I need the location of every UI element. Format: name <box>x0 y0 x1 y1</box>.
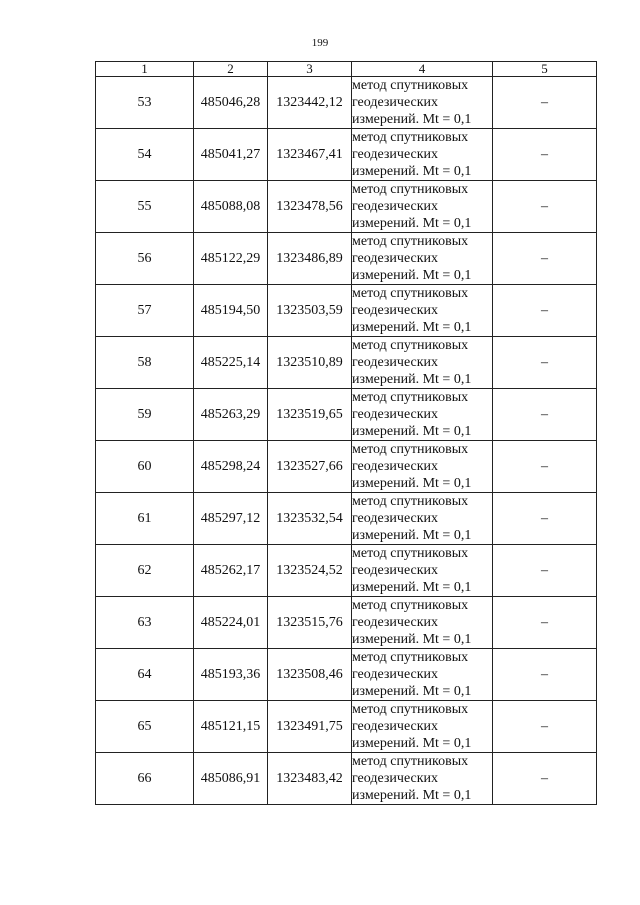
column-header-5: 5 <box>493 62 597 77</box>
y-coordinate-cell: 1323524,52 <box>268 545 352 597</box>
method-line: метод спутниковых <box>352 78 469 93</box>
method-line: измерений. Mt = 0,1 <box>352 788 472 803</box>
y-coordinate-cell: 1323503,59 <box>268 285 352 337</box>
coordinates-table <box>95 61 597 805</box>
method-line: метод спутниковых <box>352 442 469 457</box>
note-cell: – <box>493 753 597 805</box>
x-coordinate-cell: 485297,12 <box>194 493 268 545</box>
note-cell: – <box>493 129 597 181</box>
note-cell: – <box>493 285 597 337</box>
table-row <box>96 545 597 597</box>
table-row <box>96 753 597 805</box>
column-header-1: 1 <box>96 62 194 77</box>
table-body <box>96 77 597 805</box>
point-number-cell: 53 <box>96 77 194 129</box>
y-coordinate-cell: 1323508,46 <box>268 649 352 701</box>
page-number: 199 <box>311 37 329 49</box>
y-coordinate-cell: 1323486,89 <box>268 233 352 285</box>
y-coordinate-cell: 1323491,75 <box>268 701 352 753</box>
note-cell: – <box>493 337 597 389</box>
method-line: геодезических <box>352 199 439 214</box>
method-line: геодезических <box>352 615 439 630</box>
point-number-cell: 66 <box>96 753 194 805</box>
note-cell: – <box>493 233 597 285</box>
point-number-cell: 56 <box>96 233 194 285</box>
table-row <box>96 337 597 389</box>
x-coordinate-cell: 485262,17 <box>194 545 268 597</box>
point-number-cell: 64 <box>96 649 194 701</box>
method-line: геодезических <box>352 459 439 474</box>
method-line: измерений. Mt = 0,1 <box>352 424 472 439</box>
method-line: метод спутниковых <box>352 130 469 145</box>
method-line: геодезических <box>352 719 439 734</box>
method-line: метод спутниковых <box>352 390 469 405</box>
x-coordinate-cell: 485224,01 <box>194 597 268 649</box>
table-row <box>96 649 597 701</box>
table-row <box>96 285 597 337</box>
method-cell <box>352 545 493 597</box>
method-line: измерений. Mt = 0,1 <box>352 216 472 231</box>
x-coordinate-cell: 485041,27 <box>194 129 268 181</box>
method-line: геодезических <box>352 667 439 682</box>
table-row <box>96 389 597 441</box>
method-line: измерений. Mt = 0,1 <box>352 320 472 335</box>
method-cell <box>352 701 493 753</box>
point-number-cell: 61 <box>96 493 194 545</box>
y-coordinate-cell: 1323510,89 <box>268 337 352 389</box>
point-number-cell: 60 <box>96 441 194 493</box>
method-line: метод спутниковых <box>352 650 469 665</box>
method-line: метод спутниковых <box>352 702 469 717</box>
method-line: геодезических <box>352 771 439 786</box>
method-cell <box>352 129 493 181</box>
y-coordinate-cell: 1323519,65 <box>268 389 352 441</box>
x-coordinate-cell: 485263,29 <box>194 389 268 441</box>
method-line: измерений. Mt = 0,1 <box>352 268 472 283</box>
method-line: метод спутниковых <box>352 754 469 769</box>
method-line: измерений. Mt = 0,1 <box>352 476 472 491</box>
y-coordinate-cell: 1323515,76 <box>268 597 352 649</box>
method-line: метод спутниковых <box>352 598 469 613</box>
method-line: геодезических <box>352 563 439 578</box>
note-cell: – <box>493 545 597 597</box>
point-number-cell: 57 <box>96 285 194 337</box>
table-row <box>96 233 597 285</box>
method-line: метод спутниковых <box>352 182 469 197</box>
table-row <box>96 597 597 649</box>
x-coordinate-cell: 485121,15 <box>194 701 268 753</box>
y-coordinate-cell: 1323527,66 <box>268 441 352 493</box>
method-line: геодезических <box>352 355 439 370</box>
table-row <box>96 441 597 493</box>
y-coordinate-cell: 1323467,41 <box>268 129 352 181</box>
point-number-cell: 65 <box>96 701 194 753</box>
method-line: метод спутниковых <box>352 494 469 509</box>
method-line: измерений. Mt = 0,1 <box>352 580 472 595</box>
method-cell <box>352 285 493 337</box>
method-line: метод спутниковых <box>352 546 469 561</box>
table-row <box>96 701 597 753</box>
method-cell <box>352 649 493 701</box>
point-number-cell: 63 <box>96 597 194 649</box>
note-cell: – <box>493 77 597 129</box>
method-line: измерений. Mt = 0,1 <box>352 372 472 387</box>
method-cell <box>352 493 493 545</box>
column-header-4: 4 <box>352 62 493 77</box>
method-line: измерений. Mt = 0,1 <box>352 528 472 543</box>
method-line: метод спутниковых <box>352 286 469 301</box>
method-cell <box>352 753 493 805</box>
table-row <box>96 77 597 129</box>
method-line: геодезических <box>352 147 439 162</box>
x-coordinate-cell: 485193,36 <box>194 649 268 701</box>
point-number-cell: 54 <box>96 129 194 181</box>
note-cell: – <box>493 389 597 441</box>
note-cell: – <box>493 493 597 545</box>
y-coordinate-cell: 1323483,42 <box>268 753 352 805</box>
method-line: геодезических <box>352 95 439 110</box>
y-coordinate-cell: 1323442,12 <box>268 77 352 129</box>
method-line: метод спутниковых <box>352 234 469 249</box>
method-cell <box>352 181 493 233</box>
method-line: геодезических <box>352 251 439 266</box>
point-number-cell: 58 <box>96 337 194 389</box>
point-number-cell: 55 <box>96 181 194 233</box>
note-cell: – <box>493 649 597 701</box>
method-line: измерений. Mt = 0,1 <box>352 164 472 179</box>
x-coordinate-cell: 485298,24 <box>194 441 268 493</box>
x-coordinate-cell: 485194,50 <box>194 285 268 337</box>
method-cell <box>352 597 493 649</box>
x-coordinate-cell: 485046,28 <box>194 77 268 129</box>
method-line: геодезических <box>352 407 439 422</box>
table-row <box>96 129 597 181</box>
y-coordinate-cell: 1323532,54 <box>268 493 352 545</box>
method-line: геодезических <box>352 303 439 318</box>
x-coordinate-cell: 485225,14 <box>194 337 268 389</box>
method-cell <box>352 337 493 389</box>
method-line: измерений. Mt = 0,1 <box>352 684 472 699</box>
method-cell <box>352 77 493 129</box>
column-header-2: 2 <box>194 62 268 77</box>
table-row <box>96 493 597 545</box>
table-row <box>96 181 597 233</box>
method-line: метод спутниковых <box>352 338 469 353</box>
method-line: геодезических <box>352 511 439 526</box>
point-number-cell: 59 <box>96 389 194 441</box>
column-header-3: 3 <box>268 62 352 77</box>
method-line: измерений. Mt = 0,1 <box>352 112 472 127</box>
table-header-row <box>96 62 597 77</box>
method-line: измерений. Mt = 0,1 <box>352 632 472 647</box>
note-cell: – <box>493 701 597 753</box>
note-cell: – <box>493 441 597 493</box>
x-coordinate-cell: 485088,08 <box>194 181 268 233</box>
method-line: измерений. Mt = 0,1 <box>352 736 472 751</box>
note-cell: – <box>493 181 597 233</box>
y-coordinate-cell: 1323478,56 <box>268 181 352 233</box>
point-number-cell: 62 <box>96 545 194 597</box>
x-coordinate-cell: 485086,91 <box>194 753 268 805</box>
method-cell <box>352 389 493 441</box>
note-cell: – <box>493 597 597 649</box>
method-cell <box>352 441 493 493</box>
x-coordinate-cell: 485122,29 <box>194 233 268 285</box>
method-cell <box>352 233 493 285</box>
